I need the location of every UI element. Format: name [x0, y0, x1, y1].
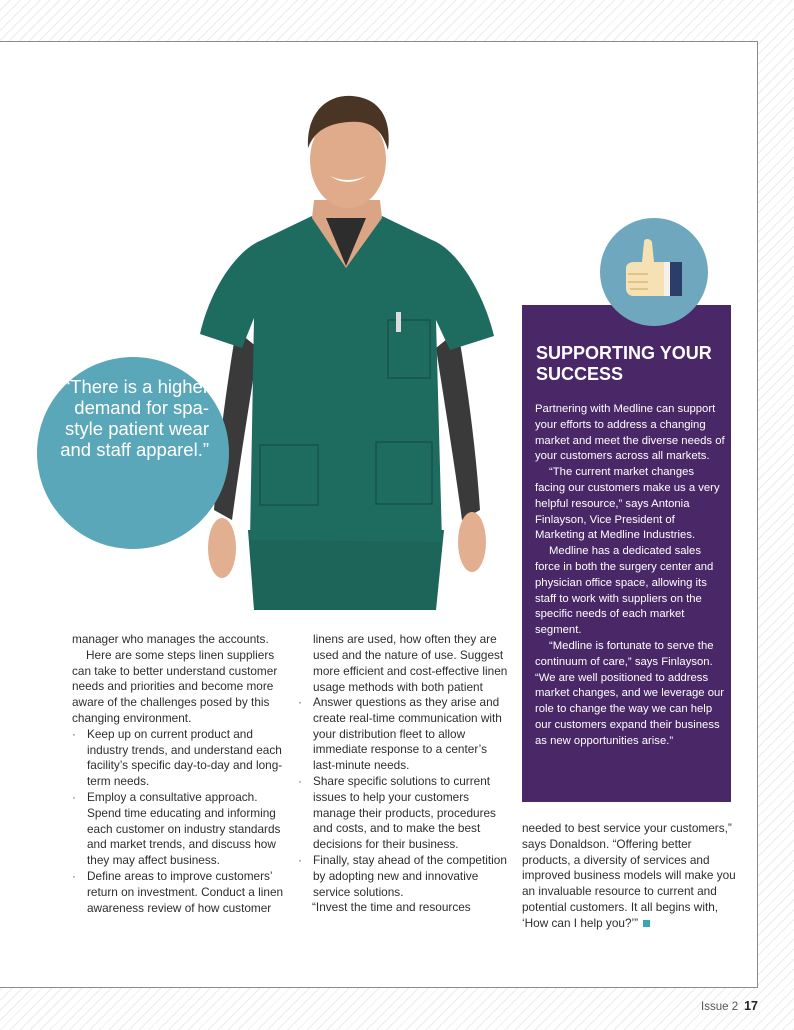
body-paragraph: “Invest the time and resources	[312, 900, 471, 915]
sidebar-title: SUPPORTING YOUR SUCCESS	[536, 343, 712, 384]
page-number: 17	[744, 999, 758, 1013]
bullet-item: · Finally, stay ahead of the competition by adopting new and innovative service solutions.	[298, 853, 510, 900]
bullet-continued-text	[313, 632, 510, 695]
bullet-continuation	[298, 632, 510, 695]
article-column-2	[298, 632, 510, 916]
bullet-text: Define areas to improve customers’ return on investment. Conduct a linen awareness review of how customer	[87, 868, 284, 915]
bullet-item: · Share specific solutions to current issues to help your customers manage their products, procedures and costs, and to make the best decisions for their business.	[298, 774, 510, 853]
bullet-item: · Employ a consultative approach. Spend time educating and informing each customer on industry standards and market trends, and discuss how they may affect business.	[72, 790, 290, 869]
pull-quote: “There is a higher demand for spa-style patient wear and staff apparel.”	[60, 376, 209, 460]
page-footer	[701, 999, 758, 1013]
sidebar-paragraph: “Medline is fortunate to serve the continuum of care,” says Finlayson. “We are well positioned to address market changes, and we leverage our role to change the way we can help our customers expand their business as new opportunities arise.”	[535, 639, 725, 747]
sidebar-paragraph: “The current market changes facing our customers make us a very helpful resource,” says Antonia Finlayson, Vice President of Marketing at Medline Industries.	[535, 466, 720, 542]
photo-man-in-scrubs	[196, 90, 496, 610]
sidebar-paragraph: Medline has a dedicated sales force in both the surgery center and physician office space, allowing its staff to work with suppliers on the specific needs of each market segment.	[535, 545, 714, 637]
bullet-item: · Keep up on current product and industry trends, and understand each facility’s specific day-to-day and long-term needs.	[72, 727, 290, 790]
article-column-3	[522, 821, 736, 932]
body-paragraph: Here are some steps linen suppliers can take to better understand customer needs and priorities and become more aware of the challenges posed by this changing environment.	[72, 647, 278, 725]
sidebar-paragraph: Partnering with Medline can support your efforts to address a changing market and meet the diverse needs of your customers across all markets.	[535, 403, 725, 463]
issue-label: Issue 2	[701, 1001, 739, 1013]
thumbs-up-icon	[618, 234, 690, 306]
end-mark-icon	[643, 920, 650, 927]
bullet-item	[72, 869, 290, 916]
body-paragraph: manager who manages the accounts.	[72, 632, 269, 646]
closing-text: needed to best service your customers,” says Donaldson. “Offering better products, a diversity of services and improved business models will make you an invaluable resource to current and potential customers. It all begins with, ‘How can I help you?’”	[522, 821, 736, 930]
bullet-item: · Answer questions as they arise and create real-time communication with your distribution fleet to allow immediate response to a center’s last-minute needs.	[298, 695, 510, 774]
body-paragraph	[522, 821, 736, 932]
article-column-1	[72, 632, 290, 916]
bullet-text-continued: linens are used, how often they are used and the nature of use. Suggest more efficient and cost-effective linen usage methods with both patient	[313, 632, 508, 694]
sidebar-body	[535, 402, 725, 750]
